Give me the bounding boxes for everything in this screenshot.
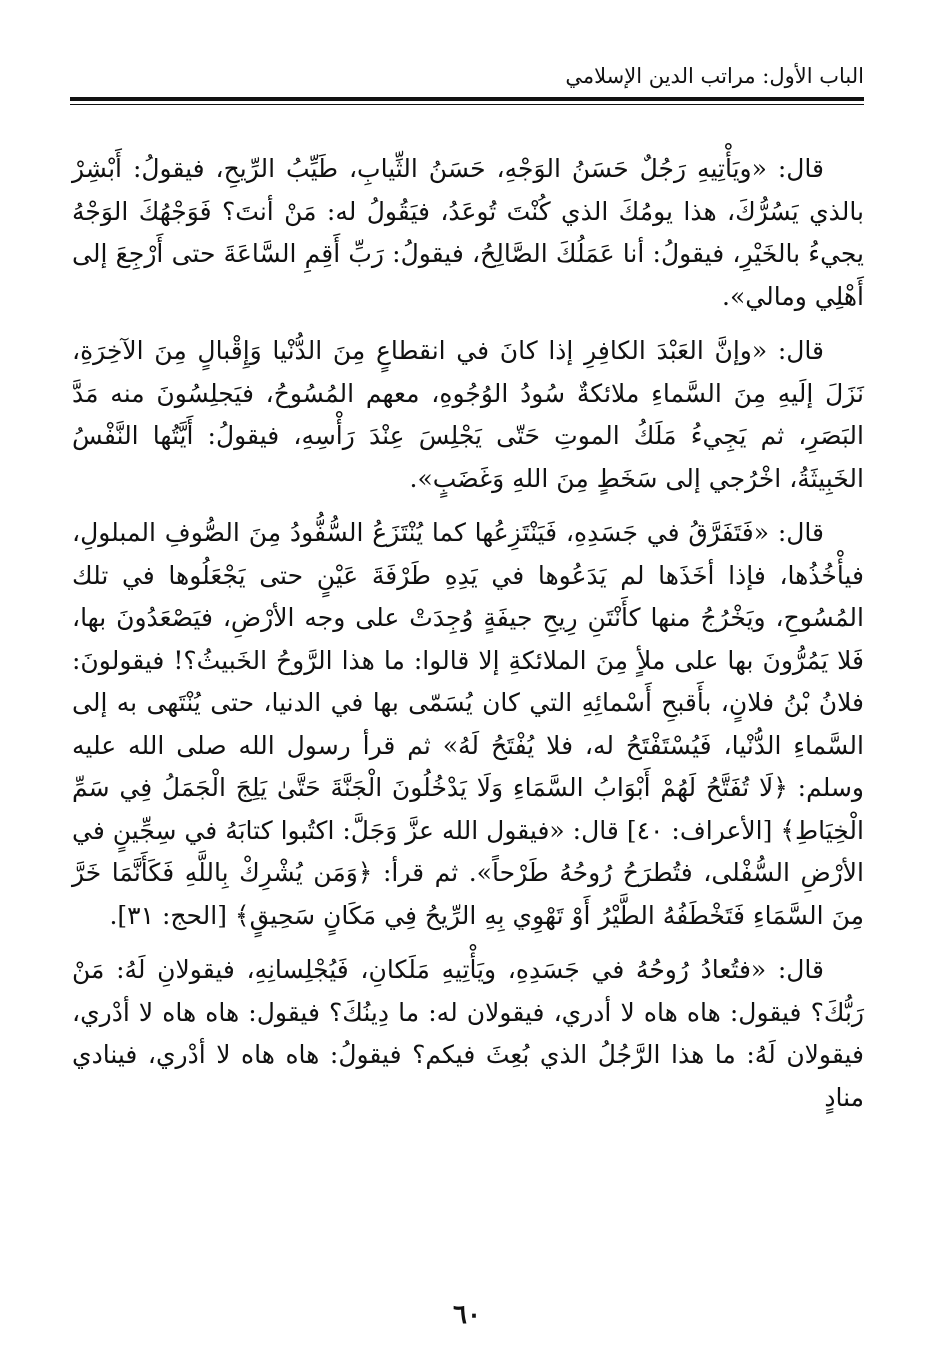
header-rule-thick [70,97,864,101]
paragraph-1: قال: «ويَأْتِيهِ رَجُلٌ حَسَنُ الوَجْهِ، حَسَنُ الثِّيابِ، طَيِّبُ الرِّيحِ، فيقولُ: أَبْشِرْ بالذي يَسُرُّكَ، هذا يومُكَ الذي كُنْتَ تُوعَدُ، فيَقُولُ له: مَنْ أنتَ؟ فَوَجْهُكَ الوَجْهُ يجيءُ بالخَيْرِ، فيقولُ: أنا عَمَلُكَ الصَّالِحُ، فيقولُ: رَبِّ أَقِمِ السَّاعَةَ حتى أَرْجِعَ إلى أَهْلِي ومالي». [72,154,864,311]
running-header: الباب الأول: مراتب الدين الإسلامي [565,64,864,88]
paragraph-2: قال: «وإنَّ العَبْدَ الكافِرِ إذا كانَ في انقطاعٍ مِنَ الدُّنْيا وَإِقْبالٍ مِنَ الآخِرَةِ، نَزَلَ إلَيهِ مِنَ السَّماءِ ملائكةٌ سُودُ الوُجُوهِ، معهم المُسُوحُ، فيَجلِسُونَ منه مَدَّ البَصَرِ، ثم يَجِيءُ مَلَكُ الموتِ حَتّى يَجْلِسَ عِنْدَ رَأْسِهِ، فيقولُ: أَيَّتُها النَّفْسُ الخَبِيثَةُ، اخْرُجي إلى سَخَطٍ مِنَ اللهِ وَغَضَبٍ». [72,336,864,493]
paragraph-4: قال: «فتُعادُ رُوحُهُ في جَسَدِهِ، ويَأْتِيهِ مَلَكانِ، فَيُجْلِسانِهِ، فيقولانِ لَهُ: مَنْ رَبُّكَ؟ فيقول: هاه هاه لا أدري، فيقولان له: ما دِينُكَ؟ فيقول: هاه هاه لا أدْري، فيقولان لَهُ: ما هذا الرَّجُلُ الذي بُعِثَ فيكم؟ فيقولُ: هاه هاه لا أدْري، فينادي منادٍ [72,955,864,1112]
paragraph-3: قال: «فَتَفَرَّقُ في جَسَدِهِ، فَيَنْتَزِعُها كما يُنْتَزَعُ السُّفُّودُ مِنَ الصُّوفِ المبلولِ، فيأْخُذُها، فإذا أخَذَها لم يَدَعُوها في يَدِهِ طَرْفَةَ عَيْنٍ حتى يَجْعَلُوها في تلك المُسُوحِ، ويَخْرُجُ منها كأَنْتَنِ رِيحِ جيفَةٍ وُجِدَتْ على وجه الأرْضِ، فيَصْعَدُونَ بها، فَلا يَمُرُّونَ بها على ملأٍ مِنَ الملائكةِ إلا قالوا: ما هذا الرَّوحُ الخَبيثُ؟! فيقولونَ: فلانُ بْنُ فلانٍ، بأَقبحِ أَسْمائِهِ التي كان يُسَمّى بها في الدنيا، حتى يُنْتَهى به إلى السَّماءِ الدُّنْيا، فَيُسْتَفْتَحُ له، فلا يُفْتَحُ لَهُ» ثم قرأ رسول الله صلى الله عليه وسلم: ﴿لَا تُفَتَّحُ لَهُمْ أَبْوَابُ السَّمَاءِ وَلَا يَدْخُلُونَ الْجَنَّةَ حَتَّىٰ يَلِجَ الْجَمَلُ فِي سَمِّ الْخِيَاطِ﴾ [الأعراف: ٤٠] قال: «فيقول الله عزَّ وَجَلَّ: اكتُبوا كتابَهُ في سِجِّينٍ في الأرْضِ السُّفْلى، فتُطرَحُ رُوحُهُ طَرْحاً». ثم قرأ: ﴿وَمَن يُشْرِكْ بِاللَّهِ فَكَأَنَّمَا خَرَّ مِنَ السَّمَاءِ فَتَخْطَفُهُ الطَّيْرُ أَوْ تَهْوِي بِهِ الرِّيحُ فِي مَكَانٍ سَحِيقٍ﴾ [الحج: ٣١]. [72,518,864,930]
header-rule-thin [70,104,864,105]
page-number: ٦٠ [453,1300,481,1330]
body-text [72,148,864,1131]
